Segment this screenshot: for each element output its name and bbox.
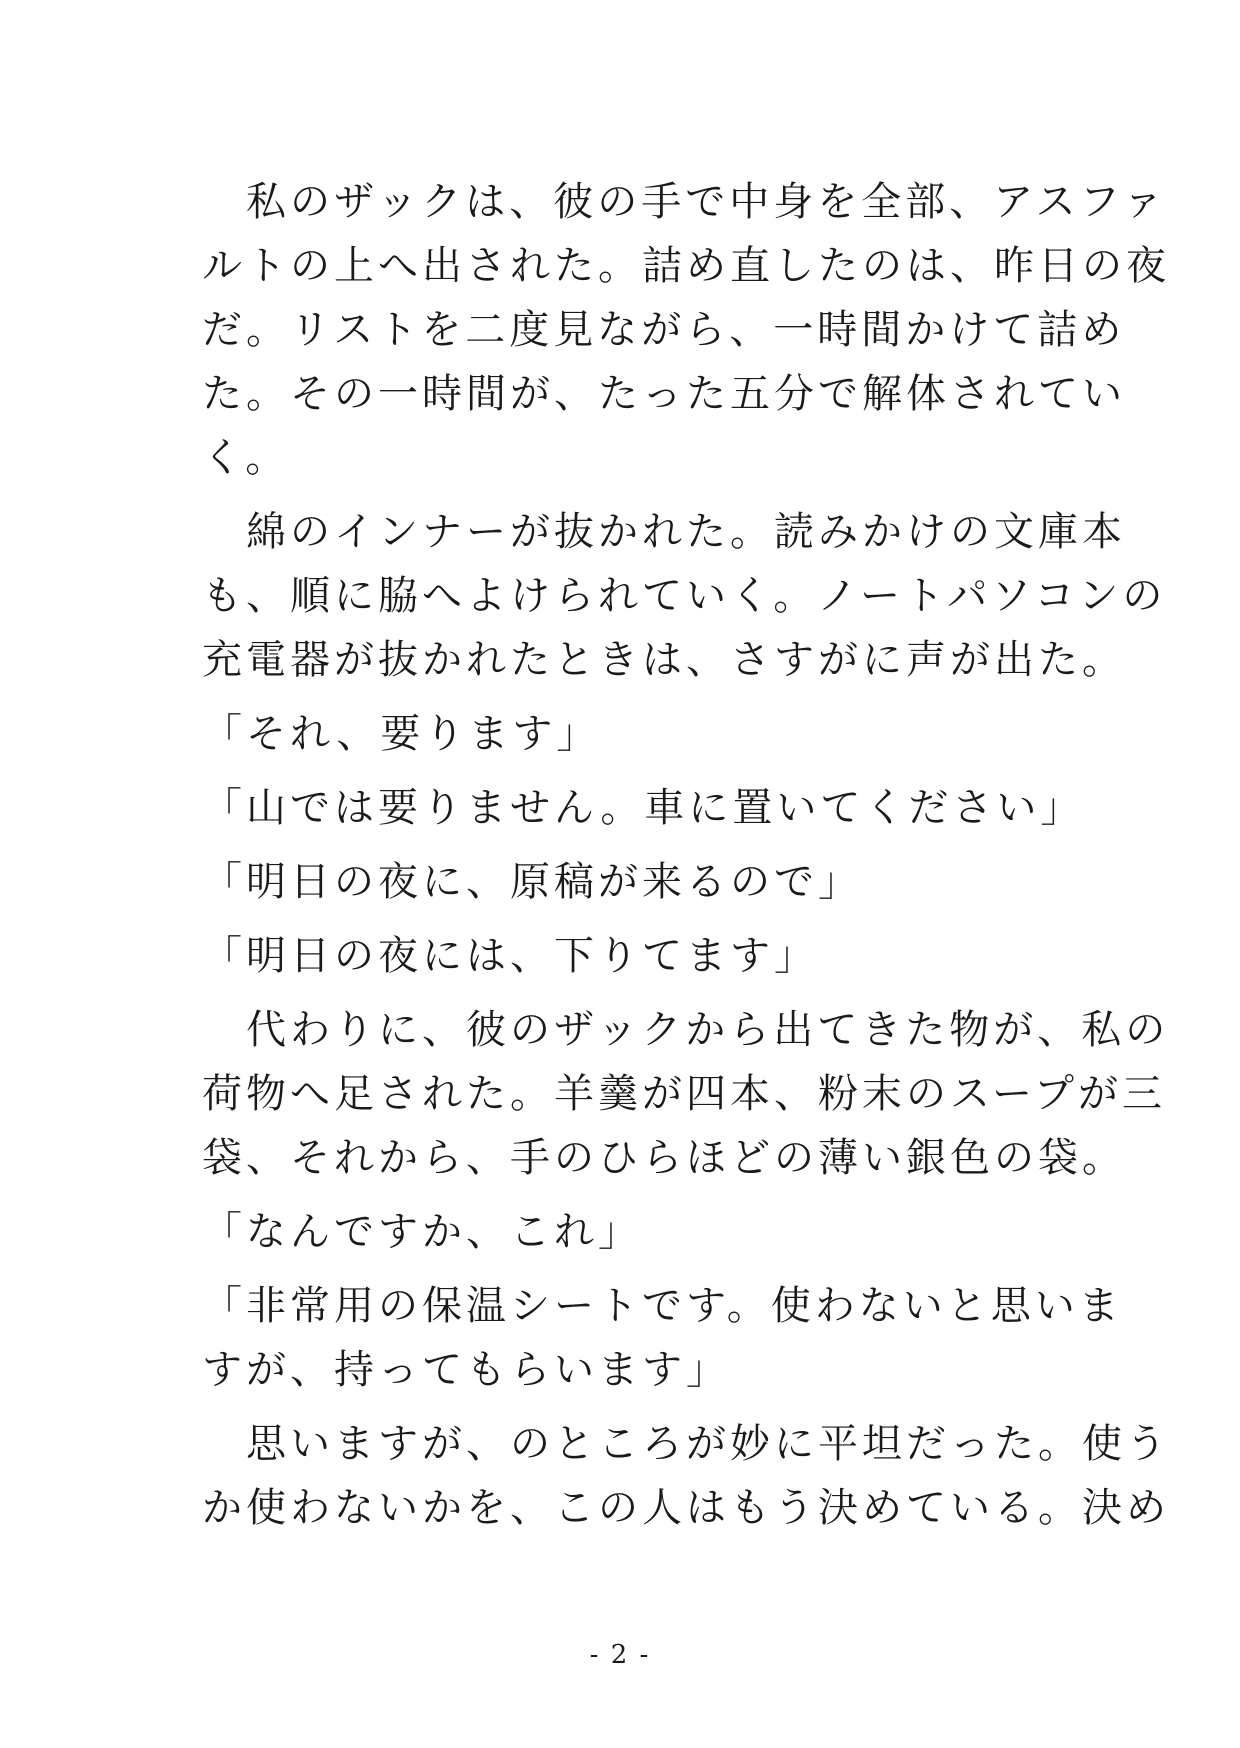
- text-line: く。: [202, 435, 290, 481]
- text-line: 「山では要りません。車に置いてください」: [202, 785, 1085, 831]
- text-line: 荷物へ足された。羊羹が四本、粉末のスープが三: [202, 1071, 1166, 1117]
- paragraph-2: [202, 500, 1167, 692]
- text-line: 「非常用の保温シートです。使わないと思いま: [202, 1283, 1123, 1329]
- dialogue-5: [202, 1200, 1042, 1264]
- text-line: 袋、それから、手のひらほどの薄い銀色の袋。: [202, 1135, 1126, 1181]
- dialogue-1: [202, 702, 1042, 766]
- page-number: - 2 -: [589, 1640, 651, 1670]
- paragraph-3: [202, 998, 1170, 1190]
- paragraph-1: [202, 170, 1170, 490]
- text-line: 代わりに、彼のザックから出てきた物が、私の: [202, 1007, 1170, 1053]
- dialogue-4: [202, 924, 1042, 988]
- text-line: だ。リストを二度見ながら、一時間かけて詰め: [202, 307, 1126, 353]
- text-line: 思いますが、のところが妙に平坦だった。使う: [202, 1421, 1170, 1467]
- text-line: 私のザックは、彼の手で中身を全部、アスファ: [202, 179, 1167, 225]
- page-body: [202, 170, 1170, 1550]
- text-line: 綿のインナーが抜かれた。読みかけの文庫本: [202, 509, 1126, 555]
- text-line: 「明日の夜に、原稿が来るので」: [202, 859, 862, 905]
- dialogue-2: [202, 776, 1085, 840]
- text-line: か使わないかを、この人はもう決めている。決め: [202, 1485, 1170, 1531]
- text-line: 充電器が抜かれたときは、さすがに声が出た。: [202, 637, 1126, 683]
- text-line: すが、持ってもらいます」: [202, 1347, 730, 1393]
- dialogue-3: [202, 850, 1042, 914]
- text-line: 「それ、要ります」: [202, 711, 601, 757]
- text-line: ルトの上へ出された。詰め直したのは、昨日の夜: [202, 243, 1170, 289]
- text-line: 「なんですか、これ」: [202, 1209, 642, 1255]
- dialogue-6: [202, 1274, 1123, 1402]
- text-line: た。その一時間が、たった五分で解体されてい: [202, 371, 1126, 417]
- text-line: も、順に脇へよけられていく。ノートパソコンの: [202, 573, 1167, 619]
- paragraph-4: [202, 1412, 1170, 1540]
- text-line: 「明日の夜には、下りてます」: [202, 933, 818, 979]
